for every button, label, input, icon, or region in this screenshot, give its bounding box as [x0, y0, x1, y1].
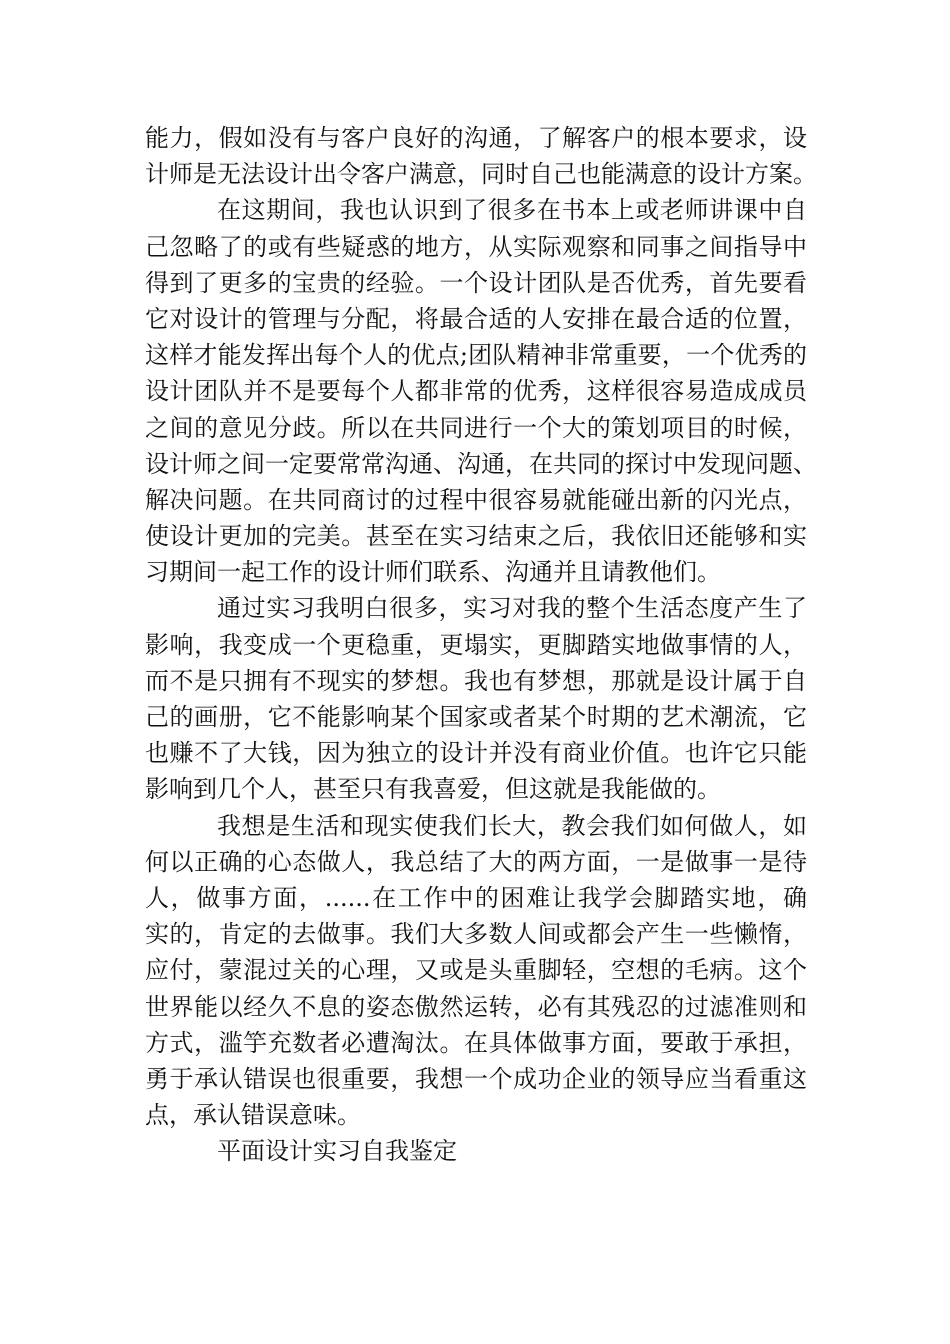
paragraph — [145, 590, 807, 807]
text-line: 勇于承认错误也很重要，我想一个成功企业的领导应当看重这 — [145, 1064, 807, 1093]
text-line: 平面设计实习自我鉴定 — [217, 1137, 457, 1166]
text-line: 它对设计的管理与分配，将最合适的人安排在最合适的位置， — [145, 304, 807, 333]
text-line: 设计团队并不是要每个人都非常的优秀，这样很容易造成成员 — [145, 377, 807, 406]
text-line: 人，做事方面，......在工作中的困难让我学会脚踏实地，确 — [145, 883, 807, 912]
paragraph — [145, 120, 817, 192]
text-line: 应付，蒙混过关的心理，又或是头重脚轻，空想的毛病。这个 — [145, 956, 807, 985]
text-line: 能力，假如没有与客户良好的沟通，了解客户的根本要求，设 — [145, 124, 807, 152]
text-line: 己的画册，它不能影响某个国家或者某个时期的艺术潮流，它 — [145, 703, 807, 731]
paragraph — [145, 808, 807, 1134]
text-line: 这样才能发挥出每个人的优点;团队精神非常重要，一个优秀的 — [145, 341, 807, 370]
text-line: 通过实习我明白很多，实习对我的整个生活态度产生了 — [217, 594, 807, 623]
text-line: 点，承认错误意味。 — [145, 1101, 361, 1130]
document-body — [145, 120, 817, 1169]
text-line: 得到了更多的宝贵的经验。一个设计团队是否优秀，首先要看 — [145, 268, 807, 297]
text-line: 影响到几个人，甚至只有我喜爱，但这就是我能做的。 — [145, 775, 721, 804]
text-line: 使设计更加的完美。甚至在实习结束之后，我依旧还能够和实 — [145, 522, 807, 551]
text-line: 计师是无法设计出令客户满意，同时自己也能满意的设计方案。 — [145, 160, 817, 189]
text-line: 也赚不了大钱，因为独立的设计并没有商业价值。也许它只能 — [145, 739, 807, 768]
text-line: 方式，滥竽充数者必遭淘汰。在具体做事方面，要敢于承担， — [145, 1028, 807, 1057]
text-line: 设计师之间一定要常常沟通、沟通，在共同的探讨中发现问题、 — [145, 449, 817, 478]
text-line: 在这期间，我也认识到了很多在书本上或老师讲课中自 — [217, 196, 807, 225]
text-line: 而不是只拥有不现实的梦想。我也有梦想，那就是设计属于自 — [145, 666, 807, 695]
text-line: 解决问题。在共同商讨的过程中很容易就能碰出新的闪光点， — [145, 485, 807, 514]
text-line: 我想是生活和现实使我们长大，教会我们如何做人，如 — [217, 811, 807, 840]
text-line: 何以正确的心态做人，我总结了大的两方面，一是做事一是待 — [145, 847, 807, 876]
text-line: 习期间一起工作的设计师们联系、沟通并且请教他们。 — [145, 558, 721, 587]
text-line: 世界能以经久不息的姿态傲然运转，必有其残忍的过滤准则和 — [145, 992, 807, 1021]
paragraph — [145, 1133, 807, 1169]
paragraph — [145, 192, 817, 590]
text-line: 之间的意见分歧。所以在共同进行一个大的策划项目的时候， — [145, 413, 807, 442]
text-line: 己忽略了的或有些疑惑的地方，从实际观察和同事之间指导中 — [145, 232, 807, 261]
text-line: 影响，我变成一个更稳重，更塌实，更脚踏实地做事情的人， — [145, 630, 807, 659]
text-line: 实的，肯定的去做事。我们大多数人间或都会产生一些懒惰， — [145, 920, 807, 949]
